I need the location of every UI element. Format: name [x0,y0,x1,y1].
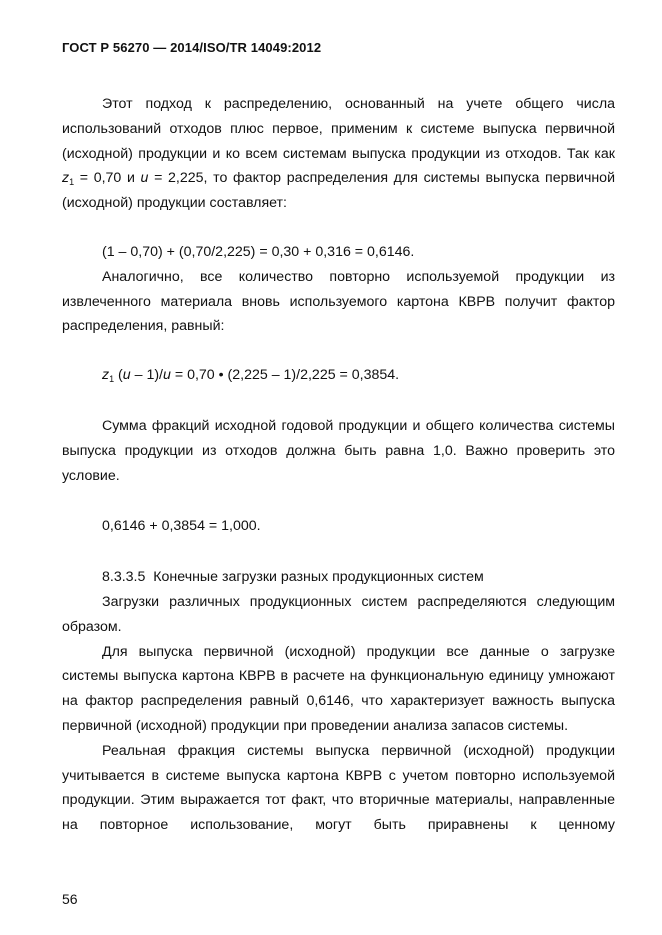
paragraph-real-fraction: Реальная фракция системы выпуска первичной (исходной) продукции учитывается в системе выпуска картона КВРВ с учетом повторно используемой продукции. Этим выражается тот факт, что вторичные материалы, направленные на повторное использование, могут быть приравнены к ценному [62,742,615,834]
document-header: ГОСТ Р 56270 — 2014/ISO/TR 14049:2012 [62,40,322,55]
section-number: 8.3.3.5 [102,569,146,586]
variable-u: u [140,170,149,187]
variable-z: z [102,367,110,384]
formula-text: = 0,70 • (2,225 – 1)/2,225 = 0,3854. [170,367,400,384]
section-heading [62,565,615,590]
variable-u: u [122,367,131,384]
variable-u: u [163,367,171,384]
formula-text: ( [114,367,123,384]
document-body [62,92,615,838]
section-title: Конечные загрузки разных продукционных систем [153,569,484,586]
subscript: 1 [109,374,115,385]
formula-text: – 1)/ [130,367,164,384]
subscript: 1 [69,177,75,188]
paragraph-text: = 0,70 и [74,170,141,187]
formula-primary-factor: (1 – 0,70) + (0,70/2,225) = 0,30 + 0,316 = 0,6146. [102,243,415,260]
paragraph-primary-output: Для выпуска первичной (исходной) продукции все данные о загрузке системы выпуска картона КВРВ в расчете на функциональную единицу умножают на фактор распределения равный 0,6146, что характеризует важность выпуска первичной (исходной) продукции при проведении анализа запасов системы. [62,643,615,734]
paragraph-similarly: Аналогично, все количество повторно используемой продукции из извлеченного материала вновь используемого картона КВРВ получит фактор распределения, равный: [62,268,615,335]
paragraph-sum-check: Сумма фракций исходной годовой продукции и общего количества системы выпуска продукции из отходов должна быть равна 1,0. Важно проверить это условие. [62,417,615,484]
formula-sum: 0,6146 + 0,3854 = 1,000. [102,518,261,535]
paragraph-loads-distribution: Загрузки различных продукционных систем распределяются следующим образом. [62,593,615,635]
paragraph-text: Этот подход к распределению, основанный на учете общего числа использований отходов плюс первое, применим к системе выпуска первичной (исходной) продукции и ко всем системам выпуска продукции из отходов. Так как [62,96,615,162]
paragraph-text: = 2,225, то фактор распределения для системы выпуска первичной (исходной) продукции составляет: [62,170,615,212]
page-number: 56 [62,891,78,907]
variable-z: z [62,170,70,187]
formula-recycled-factor [62,363,615,388]
paragraph-allocation-approach [62,92,615,216]
